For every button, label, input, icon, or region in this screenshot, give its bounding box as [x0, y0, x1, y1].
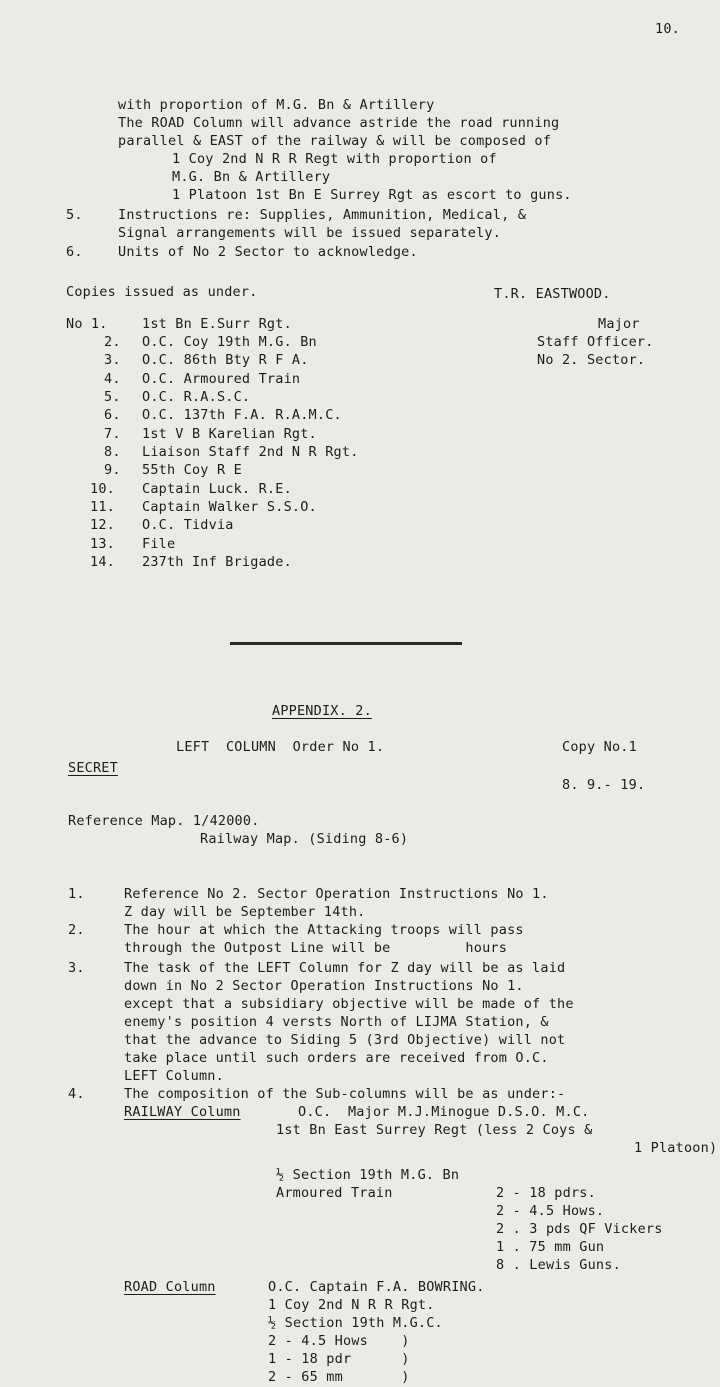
- item-number: 3.: [68, 960, 85, 976]
- section-divider: [230, 642, 462, 645]
- distribution-number: 13.: [90, 536, 115, 552]
- paragraph-line: Instructions re: Supplies, Ammunition, Medical, &: [118, 207, 527, 223]
- railway-column-unit: 1st Bn East Surrey Regt (less 2 Coys &: [276, 1122, 593, 1138]
- reference-map: Reference Map. 1/42000.: [68, 813, 260, 829]
- signature-sector: No 2. Sector.: [537, 352, 646, 368]
- distribution-item: 1st V B Karelian Rgt.: [142, 426, 317, 442]
- distribution-item: O.C. 86th Bty R F A.: [142, 352, 309, 368]
- distribution-item: Captain Walker S.S.O.: [142, 499, 317, 515]
- item-line: The composition of the Sub-columns will be as under:-: [124, 1086, 566, 1102]
- railway-map: Railway Map. (Siding 8-6): [200, 831, 409, 847]
- page-number: 10.: [655, 21, 680, 37]
- distribution-item: O.C. Armoured Train: [142, 371, 301, 387]
- distribution-number: 4.: [104, 371, 121, 387]
- railway-column-gun: 8 . Lewis Guns.: [496, 1257, 621, 1273]
- railway-column-label: RAILWAY Column: [124, 1104, 241, 1120]
- railway-column-mg: ½ Section 19th M.G. Bn: [276, 1167, 460, 1183]
- road-column-line: 2 - 4.5 Hows ): [268, 1333, 410, 1349]
- distribution-item: O.C. 137th F.A. R.A.M.C.: [142, 407, 342, 423]
- railway-column-unit-cont: 1 Platoon): [634, 1140, 718, 1156]
- railway-column-gun: 2 . 3 pds QF Vickers: [496, 1221, 663, 1237]
- item-line: except that a subsidiary objective will be made of the: [124, 996, 574, 1012]
- distribution-number: 3.: [104, 352, 121, 368]
- railway-column-gun: 2 - 18 pdrs.: [496, 1185, 596, 1201]
- signature-rank: Major: [598, 316, 640, 332]
- item-line: Z day will be September 14th.: [124, 904, 366, 920]
- copy-number: Copy No.1: [562, 739, 637, 755]
- railway-column-oc: O.C. Major M.J.Minogue D.S.O. M.C.: [298, 1104, 590, 1120]
- item-line: take place until such orders are received from O.C.: [124, 1050, 549, 1066]
- intro-line: The ROAD Column will advance astride the road running: [118, 115, 560, 131]
- paragraph-line: Units of No 2 Sector to acknowledge.: [118, 244, 418, 260]
- item-line: that the advance to Siding 5 (3rd Objective) will not: [124, 1032, 566, 1048]
- distribution-number: 10.: [90, 481, 115, 497]
- item-number: 4.: [68, 1086, 85, 1102]
- item-line: Reference No 2. Sector Operation Instructions No 1.: [124, 886, 549, 902]
- paragraph-number: 6.: [66, 244, 83, 260]
- road-column-label: ROAD Column: [124, 1279, 216, 1295]
- item-number: 1.: [68, 886, 85, 902]
- copies-heading: Copies issued as under.: [66, 284, 258, 300]
- road-column-line: 2 - 65 mm ): [268, 1369, 410, 1385]
- distribution-number: 7.: [104, 426, 121, 442]
- item-line: enemy's position 4 versts North of LIJMA Station, &: [124, 1014, 549, 1030]
- item-line: The hour at which the Attacking troops will pass: [124, 922, 524, 938]
- distribution-number: 6.: [104, 407, 121, 423]
- paragraph-number: 5.: [66, 207, 83, 223]
- distribution-number: 11.: [90, 499, 115, 515]
- road-column-line: 1 - 18 pdr ): [268, 1351, 410, 1367]
- order-title: LEFT COLUMN Order No 1.: [176, 739, 385, 755]
- distribution-number: 8.: [104, 444, 121, 460]
- distribution-number: 14.: [90, 554, 115, 570]
- intro-line: with proportion of M.G. Bn & Artillery: [118, 97, 435, 113]
- distribution-item: O.C. Tidvia: [142, 517, 234, 533]
- order-date: 8. 9.- 19.: [562, 777, 646, 793]
- road-column-line: ½ Section 19th M.G.C.: [268, 1315, 443, 1331]
- item-number: 2.: [68, 922, 85, 938]
- distribution-item: O.C. R.A.S.C.: [142, 389, 251, 405]
- secret-marking: SECRET: [68, 760, 118, 776]
- intro-line: 1 Platoon 1st Bn E Surrey Rgt as escort to guns.: [172, 187, 572, 203]
- distribution-number: 9.: [104, 462, 121, 478]
- distribution-number: No 1.: [66, 316, 108, 332]
- distribution-item: File: [142, 536, 176, 552]
- railway-column-gun: 2 - 4.5 Hows.: [496, 1203, 605, 1219]
- item-line: The task of the LEFT Column for Z day will be as laid: [124, 960, 566, 976]
- item-line: LEFT Column.: [124, 1068, 224, 1084]
- railway-column-train: Armoured Train: [276, 1185, 393, 1201]
- road-column-line: 1 Coy 2nd N R R Rgt.: [268, 1297, 435, 1313]
- road-column-line: O.C. Captain F.A. BOWRING.: [268, 1279, 485, 1295]
- distribution-item: O.C. Coy 19th M.G. Bn: [142, 334, 317, 350]
- intro-line: parallel & EAST of the railway & will be composed of: [118, 133, 552, 149]
- distribution-number: 2.: [104, 334, 121, 350]
- distribution-number: 12.: [90, 517, 115, 533]
- signature-title: Staff Officer.: [537, 334, 654, 350]
- item-line: through the Outpost Line will be hours: [124, 940, 508, 956]
- paragraph-line: Signal arrangements will be issued separately.: [118, 225, 502, 241]
- distribution-item: 237th Inf Brigade.: [142, 554, 292, 570]
- item-line: down in No 2 Sector Operation Instructions No 1.: [124, 978, 524, 994]
- signature-name: T.R. EASTWOOD.: [494, 286, 611, 302]
- distribution-number: 5.: [104, 389, 121, 405]
- distribution-item: 1st Bn E.Surr Rgt.: [142, 316, 292, 332]
- intro-line: 1 Coy 2nd N R R Regt with proportion of: [172, 151, 497, 167]
- intro-line: M.G. Bn & Artillery: [172, 169, 331, 185]
- distribution-item: Captain Luck. R.E.: [142, 481, 292, 497]
- appendix-title: APPENDIX. 2.: [272, 703, 372, 719]
- distribution-item: Liaison Staff 2nd N R Rgt.: [142, 444, 359, 460]
- distribution-item: 55th Coy R E: [142, 462, 242, 478]
- railway-column-gun: 1 . 75 mm Gun: [496, 1239, 605, 1255]
